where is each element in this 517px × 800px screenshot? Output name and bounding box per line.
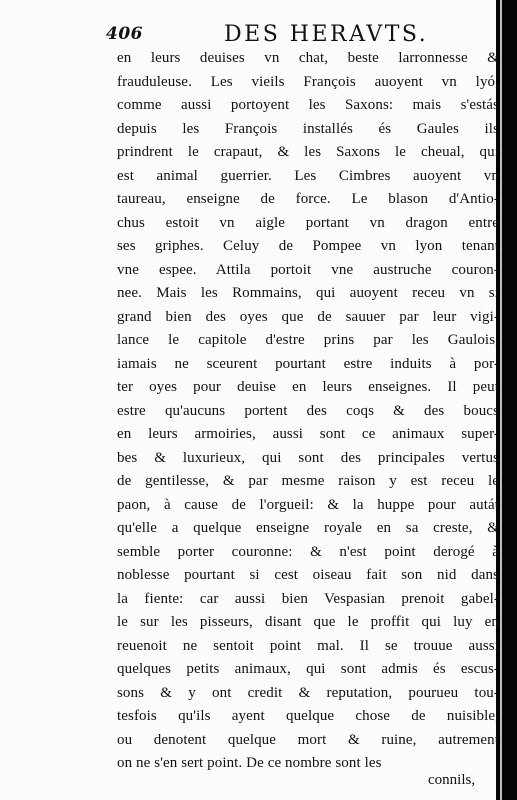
text-line: qu'elle a quelque enseigne royale en sa creste, &	[117, 520, 499, 536]
text-line: taureau, enseigne de force. Le blason d'Antio-	[117, 191, 499, 207]
page-header	[106, 22, 506, 50]
text-line: nee. Mais les Rommains, qui auoyent receu vn si	[117, 285, 499, 301]
text-line: grand bien des oyes que de sauuer par leur vigi-	[117, 308, 499, 325]
text-line: semble porter couronne: & n'est point derogé à	[117, 543, 499, 560]
text-line: lance le capitole d'estre prins par les Gaulois,	[117, 332, 499, 348]
text-line: de gentilesse, & par mesme raison y est receu le	[117, 473, 499, 489]
text-line: ou denotent quelque mort & ruine, autrement	[117, 731, 499, 748]
text-line: depuis les François installés és Gaules ils	[117, 120, 499, 137]
text-line: la fiente: car aussi bien Vespasian prenoit gabel-	[117, 590, 499, 607]
text-line: comme aussi portoyent les Saxons: mais s'estás	[117, 97, 499, 113]
catchword: connils,	[428, 772, 476, 788]
text-line: vne espee. Attila portoit vne austruche couron-	[117, 261, 499, 278]
text-line: prindrent le crapaut, & les Saxons le cheual, qui	[117, 144, 499, 160]
text-line: sons & y ont credit & reputation, pourueu tou-	[117, 684, 499, 701]
text-line: quelques petits animaux, qui sont admis és escus-	[117, 661, 499, 677]
text-line: le sur les pisseurs, disant que le proffit qui luy en	[117, 614, 499, 630]
text-line: en leurs armoiries, aussi sont ce animaux super-	[117, 426, 499, 442]
text-line: on ne s'en sert point. De ce nombre sont les	[117, 755, 382, 771]
text-line: tesfois qu'ils ayent quelque chose de nuisible,	[117, 708, 499, 724]
text-line: reuenoit ne sentoit point mal. Il se trouue aussi	[117, 637, 499, 654]
text-line: noblesse pourtant si cest oiseau fait son nid dans	[117, 567, 499, 583]
text-line: en leurs deuises vn chat, beste larronnesse &	[117, 50, 499, 66]
text-line: bes & luxurieux, qui sont des principales vertus	[117, 449, 499, 466]
page-number: 406	[106, 24, 143, 44]
running-head: DES HERAVTS.	[224, 22, 429, 47]
text-line: iamais ne sceurent pourtant estre induits à por-	[117, 355, 499, 372]
text-line: ses griphes. Celuy de Pompee vn lyon tenant	[117, 238, 499, 254]
page-edge-line	[500, 0, 502, 800]
text-line: chus estoit vn aigle portant vn dragon entre	[117, 214, 499, 231]
text-line: est animal guerrier. Les Cimbres auoyent vn	[117, 167, 499, 184]
text-line: estre qu'aucuns portent des coqs & des boucs	[117, 402, 499, 419]
body-text	[117, 47, 499, 776]
text-line: frauduleuse. Les vieils François auoyent vn lyó,	[117, 73, 499, 90]
text-line: paon, à cause de l'orgueil: & la huppe pour autát	[117, 496, 499, 513]
text-line: ter oyes pour deuise en leurs enseignes. Il peut	[117, 379, 499, 395]
